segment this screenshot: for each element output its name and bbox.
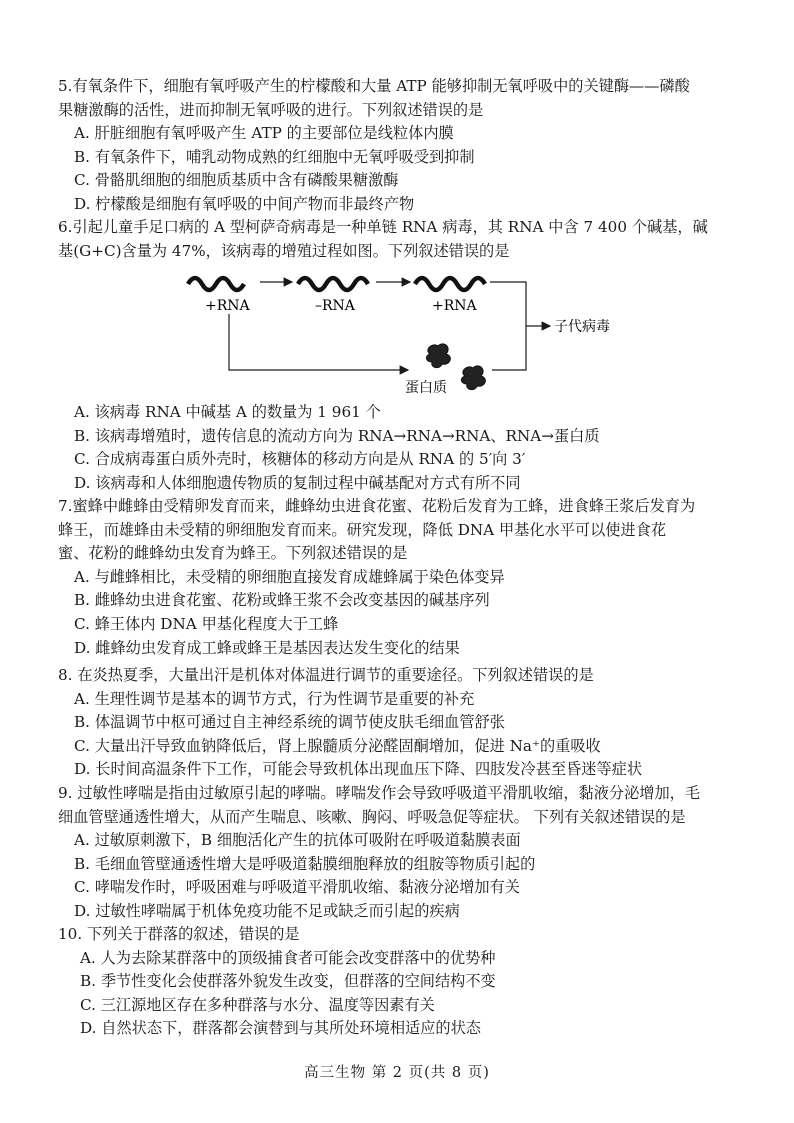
q5-stem-line-1: 5.有氧条件下，细胞有氧呼吸产生的柠檬酸和大量 ATP 能够抑制无氧呼吸中的关键酶——磷酸 (58, 77, 690, 95)
protein-label: 蛋白质 (405, 380, 447, 396)
rna-strand-2-icon (298, 278, 368, 290)
rna-strand-3-icon (415, 278, 485, 290)
q9-stem-line-1: 9. 过敏性哮喘是指由过敏原引起的哮喘。哮喘发作会导致呼吸道平滑肌收缩，黏液分泌增加，毛 (58, 784, 701, 802)
offspring-virus-label: 子代病毒 (554, 319, 610, 335)
q6-stem-line-2: 基(G+C)含量为 47%，该病毒的增殖过程如图。下列叙述错误的是 (58, 241, 510, 260)
q10-option-a: A. 人为去除某群落中的顶级捕食者可能会改变群落中的优势种 (80, 948, 496, 967)
question-8 (58, 664, 758, 782)
q10-stem-line-1: 10. 下列关于群落的叙述，错误的是 (58, 925, 300, 943)
q8-stem-line-1: 8. 在炎热夏季，大量出汗是机体对体温进行调节的重要途径。下列叙述错误的是 (58, 666, 594, 684)
q9-option-c: C. 哮喘发作时，呼吸困难与呼吸道平滑肌收缩、黏液分泌增加有关 (74, 878, 520, 897)
q5-option-a: A. 肝脏细胞有氧呼吸产生 ATP 的主要部位是线粒体内膜 (74, 124, 454, 143)
q7-stem-line-1: 7.蜜蜂中雌蜂由受精卵发育而来，雌蜂幼虫进食花蜜、花粉后发育为工蜂，进食蜂王浆后发育为 (58, 497, 696, 515)
q5-option-b: B. 有氧条件下，哺乳动物成熟的红细胞中无氧呼吸受到抑制 (74, 147, 475, 166)
virus-replication-diagram (180, 262, 660, 397)
question-5 (58, 75, 758, 217)
q9-option-b: B. 毛细血管壁通透性增大是呼吸道黏膜细胞释放的组胺等物质引起的 (74, 854, 536, 873)
page-footer: 高三生物 第 2 页(共 8 页) (304, 1065, 490, 1081)
q9-option-d: D. 过敏性哮喘属于机体免疫功能不足或缺乏而引起的疾病 (74, 901, 460, 920)
rna-strand-1-icon (188, 278, 244, 290)
q6-option-d: D. 该病毒和人体细胞遗传物质的复制过程中碱基配对方式有所不同 (74, 473, 521, 492)
q6-option-c: C. 合成病毒蛋白质外壳时，核糖体的移动方向是从 RNA 的 5′向 3′ (74, 450, 526, 469)
question-6-stem (58, 216, 758, 263)
q6-option-a: A. 该病毒 RNA 中碱基 A 的数量为 1 961 个 (74, 403, 381, 421)
q9-option-a: A. 过敏原刺激下，B 细胞活化产生的抗体可吸附在呼吸道黏膜表面 (74, 831, 521, 850)
rna-label-3: +RNA (432, 298, 477, 314)
rna-label-1: +RNA (205, 298, 250, 314)
q8-option-c: C. 大量出汗导致血钠降低后，肾上腺髓质分泌醛固酮增加，促进 Na⁺的重吸收 (74, 736, 601, 755)
q5-stem-line-2: 果糖激酶的活性，进而抑制无氧呼吸的进行。下列叙述错误的是 (58, 100, 484, 119)
question-7 (58, 495, 758, 660)
q10-option-b: B. 季节性变化会使群落外貌发生改变，但群落的空间结构不变 (80, 972, 496, 991)
q7-option-b: B. 雌蜂幼虫进食花蜜、花粉或蜂王浆不会改变基因的碱基序列 (74, 591, 490, 610)
question-6-options (58, 401, 758, 495)
q7-stem-line-2: 蜂王，而雄蜂由未受精的卵细胞发育而来。研究发现，降低 DNA 甲基化水平可以使进食花 (58, 520, 667, 539)
q5-option-c: C. 骨骼肌细胞的细胞质基质中含有磷酸果糖激酶 (74, 171, 399, 190)
question-10 (58, 923, 758, 1041)
q10-option-c: C. 三江源地区存在多种群落与水分、温度等因素有关 (80, 995, 435, 1014)
connector-top (490, 282, 526, 370)
q10-option-d: D. 自然状态下，群落都会演替到与其所处环境相适应的状态 (80, 1019, 481, 1038)
q7-option-a: A. 与雌蜂相比，未受精的卵细胞直接发育成雄蜂属于染色体变异 (74, 567, 505, 586)
q7-stem-line-3: 蜜、花粉的雌蜂幼虫发育为蜂王。下列叙述错误的是 (58, 544, 408, 563)
q7-option-c: C. 蜂王体内 DNA 甲基化程度大于工蜂 (74, 614, 339, 633)
rna-label-2: –RNA (315, 298, 355, 314)
connector-to-protein (229, 314, 408, 370)
q6-stem-line-1: 6.引起儿童手足口病的 A 型柯萨奇病毒是一种单链 RNA 病毒，其 RNA 中含 7 400 个碱基，碱 (58, 218, 708, 236)
question-9 (58, 782, 758, 924)
q8-option-d: D. 长时间高温条件下工作，可能会导致机体出现血压下降、四肢发冷甚至昏迷等症状 (74, 760, 643, 779)
q8-option-b: B. 体温调节中枢可通过自主神经系统的调节使皮肤毛细血管舒张 (74, 713, 505, 732)
q5-option-d: D. 柠檬酸是细胞有氧呼吸的中间产物而非最终产物 (74, 194, 415, 213)
q6-option-b: B. 该病毒增殖时，遗传信息的流动方向为 RNA→RNA→RNA、RNA→蛋白质 (74, 426, 600, 445)
q8-option-a: A. 生理性调节是基本的调节方式，行为性调节是重要的补充 (74, 689, 475, 708)
q9-stem-line-2: 细血管壁通透性增大，从而产生喘息、咳嗽、胸闷、呼吸急促等症状。 下列有关叙述错误的是 (58, 807, 686, 826)
q7-option-d: D. 雌蜂幼虫发育成工蜂或蜂王是基因表达发生变化的结果 (74, 638, 460, 657)
